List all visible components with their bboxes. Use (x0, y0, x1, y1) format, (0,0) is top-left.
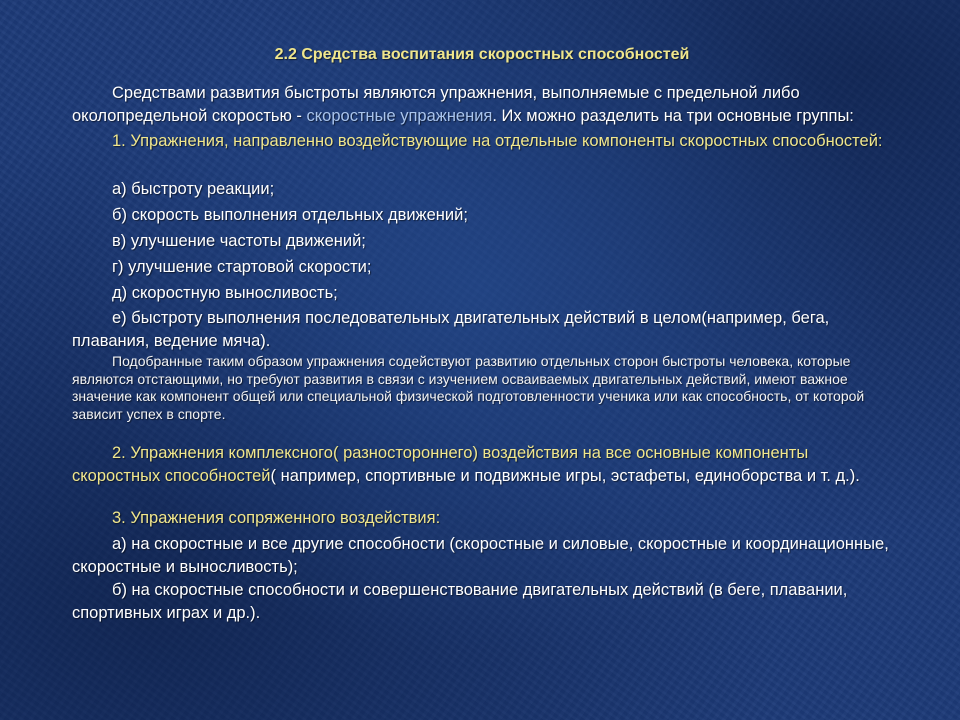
group2-heading: 2. Упражнения комплексного( разностороннего) воздействия на все основные компоненты скоростных способностей (72, 444, 809, 485)
group3-heading-text: 3. Упражнения сопряженного воздействия: (112, 509, 441, 527)
intro-paragraph (72, 82, 892, 128)
group1-item-a: а) быстроту реакции; (112, 180, 275, 198)
group1-item-c: в) улучшение частоты движений; (112, 232, 366, 250)
intro-text-before: Средствами развития быстроты являются упражнения, выполняемые с предельной либо околопредельной скоростью - (72, 84, 800, 125)
group1-item-b: б) скорость выполнения отдельных движений; (112, 206, 468, 224)
group1-item-d: г) улучшение стартовой скорости; (112, 258, 372, 276)
group3-item-a-text: а) на скоростные и все другие способности (скоростные и силовые, скоростные и координационные, скоростные и выносливость); (72, 535, 889, 576)
group1-heading-text: 1. Упражнения, направленно воздействующие на отдельные компоненты скоростных способностей: (112, 132, 883, 150)
group1-note-text: Подобранные таким образом упражнения содействуют развитию отдельных сторон быстроты человека, которые являются отстающими, но требуют развития в связи с изучением осваиваемых двигательных действий, имеют важное значение как компонент общей или специальной физической подготовленности ученика или как способность, от которой зависит успех в спорте. (72, 353, 865, 422)
group1-item-f (72, 307, 892, 353)
group2-tail: ( например, спортивные и подвижные игры, эстафеты, единоборства и т. д.). (270, 467, 860, 485)
group2-paragraph (72, 442, 892, 488)
intro-text-after: . Их можно разделить на три основные группы: (492, 107, 854, 125)
group3-item-b-text: б) на скоростные способности и совершенствование двигательных действий (в беге, плавании, спортивных играх и др.). (72, 581, 848, 622)
group3-item-a (72, 533, 892, 579)
group1-item-e: д) скоростную выносливость; (112, 284, 338, 302)
group3-heading (72, 507, 892, 530)
group1-note (72, 353, 892, 423)
intro-highlight: скоростные упражнения (306, 107, 493, 125)
group3-item-b (72, 579, 892, 625)
group1-item-f-text: е) быстроту выполнения последовательных двигательных действий в целом(например, бега, плавания, ведение мяча). (72, 309, 830, 350)
group1-heading (72, 130, 892, 153)
slide-title: 2.2 Средства воспитания скоростных способностей (274, 46, 690, 63)
